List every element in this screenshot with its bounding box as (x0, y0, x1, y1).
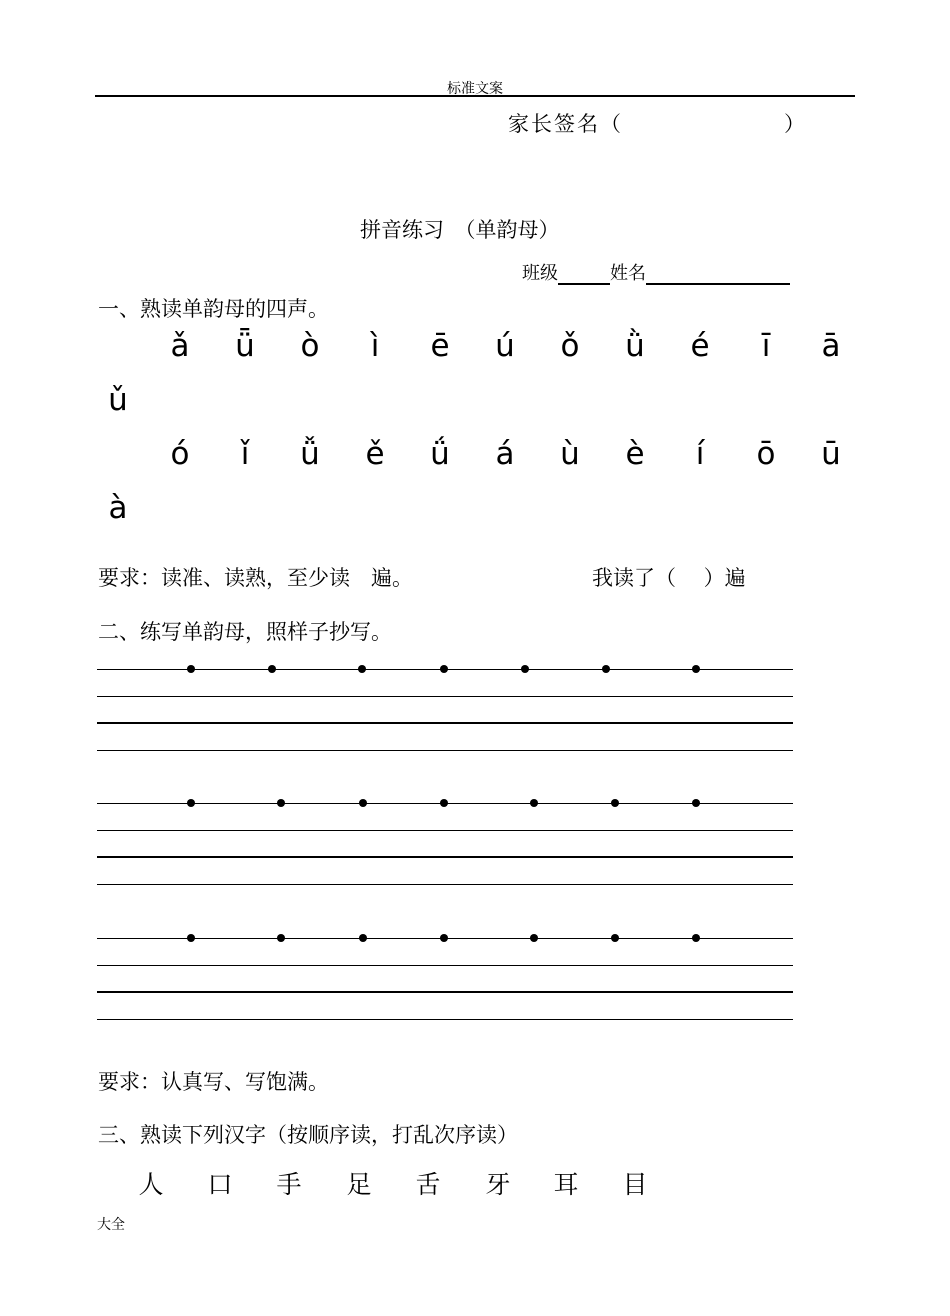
writing-line (97, 1019, 793, 1020)
read-count: 我读了（ ）遍 (592, 566, 746, 590)
pinyin-item: ǘ (430, 436, 450, 472)
hanzi-char: 耳 (553, 1170, 579, 1199)
sample-dot (611, 799, 619, 807)
class-name-row (522, 259, 790, 285)
worksheet-title: 拼音练习 （单韵母） (360, 218, 560, 242)
writing-line (97, 750, 793, 751)
pinyin-item: à (108, 490, 128, 526)
hanzi-char: 舌 (415, 1170, 441, 1199)
sample-dot (692, 665, 700, 673)
writing-line (97, 722, 793, 724)
sample-dot (187, 934, 195, 942)
parent-signature: 家长签名（ ） (508, 112, 807, 136)
pinyin-item: ǔ (108, 382, 128, 418)
pinyin-item: ǎ (170, 328, 190, 364)
hanzi-char: 人 (138, 1170, 164, 1199)
header-title: 标准文案 (447, 81, 503, 97)
pinyin-item: ò (300, 328, 320, 364)
pinyin-item: ā (821, 328, 841, 364)
pinyin-item: ē (430, 328, 450, 364)
sample-dot (692, 799, 700, 807)
section3-heading: 三、熟读下列汉字（按顺序读，打乱次序读） (98, 1123, 518, 1147)
sample-dot (358, 665, 366, 673)
name-label: 姓名 (610, 263, 646, 284)
sample-dot (530, 799, 538, 807)
sample-dot (277, 934, 285, 942)
pinyin-item: ǜ (625, 328, 645, 364)
sample-dot (692, 934, 700, 942)
pinyin-item: ō (756, 436, 776, 472)
sample-dot (611, 934, 619, 942)
pinyin-item: ǚ (300, 436, 320, 472)
pinyin-item: ó (170, 436, 190, 472)
hanzi-char: 手 (276, 1170, 302, 1199)
writing-line (97, 856, 793, 858)
writing-line (97, 696, 793, 697)
sample-dot (359, 799, 367, 807)
section1-heading: 一、熟读单韵母的四声。 (98, 297, 329, 321)
pinyin-item: ǒ (560, 328, 580, 364)
writing-line (97, 830, 793, 831)
pinyin-item: ě (365, 436, 385, 472)
section2-requirement: 要求：认真写、写饱满。 (98, 1070, 329, 1094)
header-rule (95, 95, 855, 97)
section1-requirement: 要求：读准、读熟，至少读 遍。 (98, 566, 413, 590)
pinyin-item: ǐ (240, 436, 250, 472)
pinyin-item: á (495, 436, 515, 472)
sample-dot (440, 799, 448, 807)
hanzi-char: 足 (346, 1170, 372, 1199)
sample-dot (187, 665, 195, 673)
sample-dot (268, 665, 276, 673)
pinyin-item: ū (821, 436, 841, 472)
pinyin-item: ī (761, 328, 771, 364)
sample-dot (440, 665, 448, 673)
sample-dot (277, 799, 285, 807)
writing-line (97, 965, 793, 966)
pinyin-item: é (690, 328, 710, 364)
section2-heading: 二、练写单韵母，照样子抄写。 (98, 620, 392, 644)
writing-line (97, 991, 793, 993)
hanzi-char: 牙 (485, 1170, 511, 1199)
sample-dot (530, 934, 538, 942)
hanzi-char: 口 (207, 1170, 233, 1199)
class-label: 班级 (522, 263, 558, 284)
pinyin-item: è (625, 436, 645, 472)
sample-dot (602, 665, 610, 673)
sample-dot (440, 934, 448, 942)
sample-dot (187, 799, 195, 807)
pinyin-item: ú (495, 328, 515, 364)
writing-line (97, 884, 793, 885)
pinyin-item: í (695, 436, 705, 472)
pinyin-item: ǖ (235, 328, 255, 364)
class-blank[interactable] (558, 263, 610, 285)
sample-dot (521, 665, 529, 673)
hanzi-char: 目 (622, 1170, 648, 1199)
sample-dot (359, 934, 367, 942)
pinyin-item: ì (370, 328, 380, 364)
pinyin-item: ù (560, 436, 580, 472)
name-blank[interactable] (646, 263, 790, 285)
footer-text: 大全 (97, 1217, 125, 1233)
